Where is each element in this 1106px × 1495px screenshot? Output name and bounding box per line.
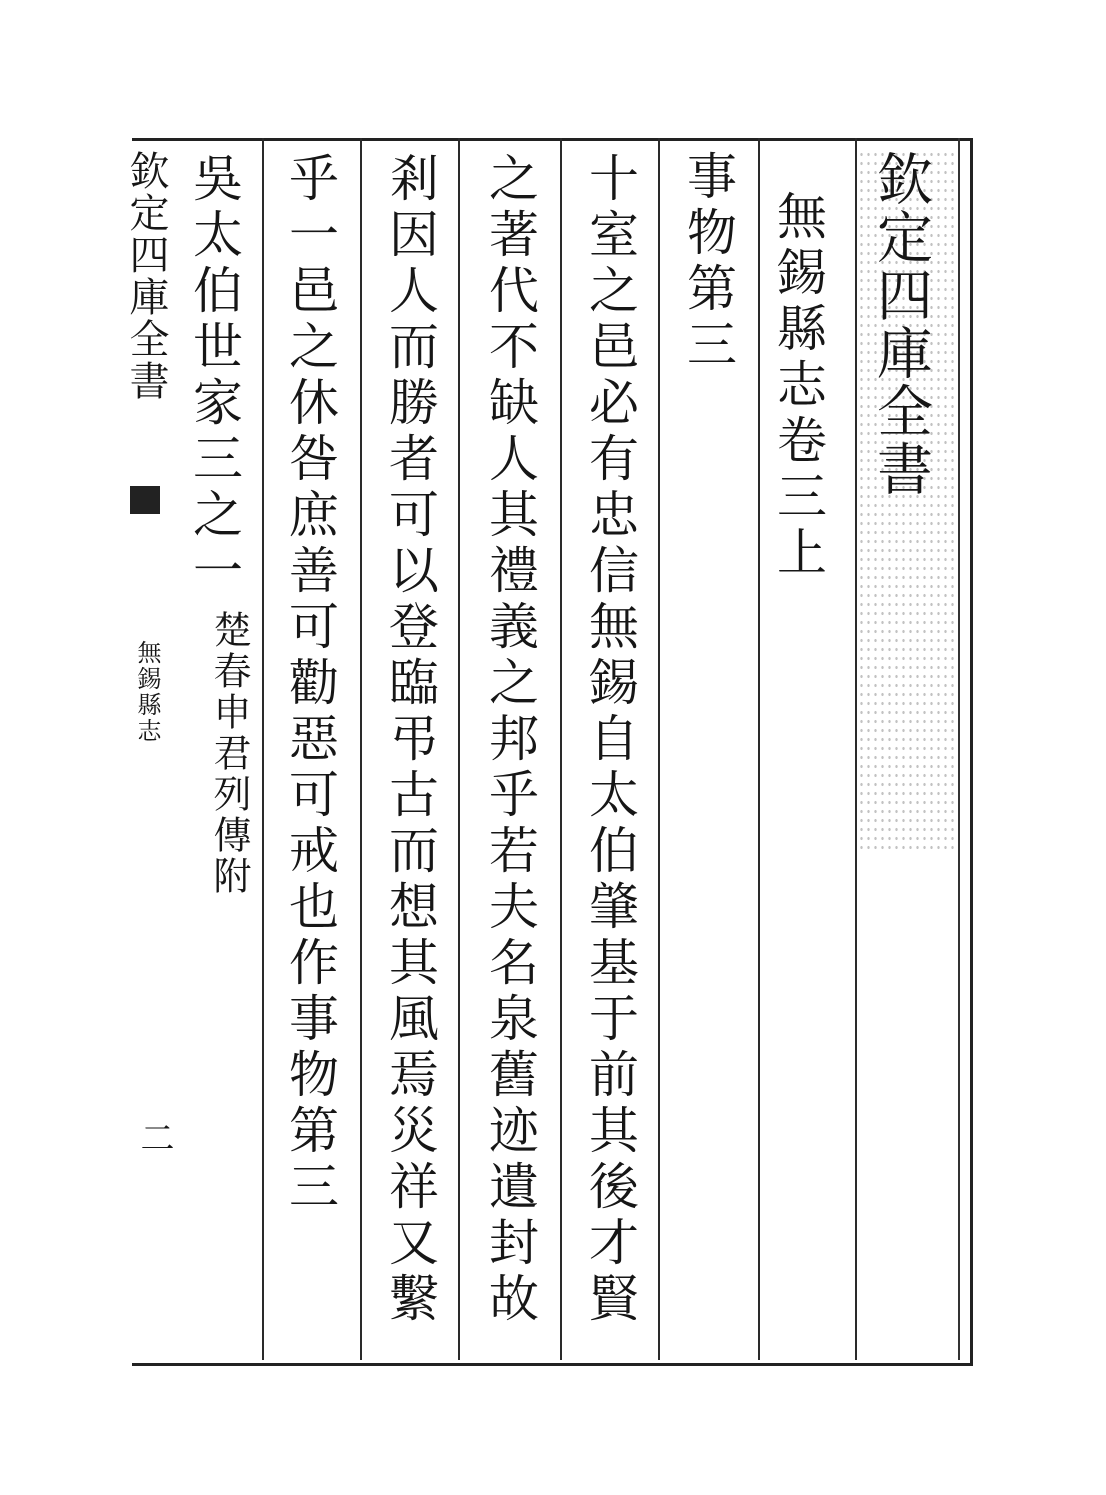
column-rule xyxy=(758,138,760,1360)
margin-book-title: 無錫縣志 xyxy=(133,640,161,744)
column-rule xyxy=(855,138,857,1360)
section-title: 事物第三 xyxy=(679,150,737,374)
column-rule xyxy=(458,138,460,1360)
text-column-4: 乎一邑之休咎庶善可勸惡可戒也作事物第三 xyxy=(281,152,339,1216)
chapter-note: 楚春申君列傳附 xyxy=(207,610,251,897)
volume-title: 無錫縣志卷三上 xyxy=(769,190,827,582)
page-frame xyxy=(132,138,973,1366)
column-rule xyxy=(360,138,362,1360)
header-title: 欽定四庫全書 xyxy=(868,150,933,498)
column-rule xyxy=(262,138,264,1360)
margin-page-number: 二 xyxy=(134,1120,174,1154)
text-column-3: 剎因人而勝者可以登臨弔古而想其風焉災祥又繫 xyxy=(381,152,439,1328)
text-column-2: 之著代不缺人其禮義之邦乎若夫名泉舊迹遺封故 xyxy=(481,152,539,1328)
text-column-1: 十室之邑必有忠信無錫自太伯肇基于前其後才賢 xyxy=(581,152,639,1328)
margin-series-title: 欽定四庫全書 xyxy=(123,150,169,402)
column-rule xyxy=(560,138,562,1360)
fish-tail-mark xyxy=(130,486,160,514)
frame-inner-rule xyxy=(958,138,960,1360)
chapter-heading: 吳太伯世家三之一 xyxy=(185,152,243,600)
column-rule xyxy=(658,138,660,1360)
